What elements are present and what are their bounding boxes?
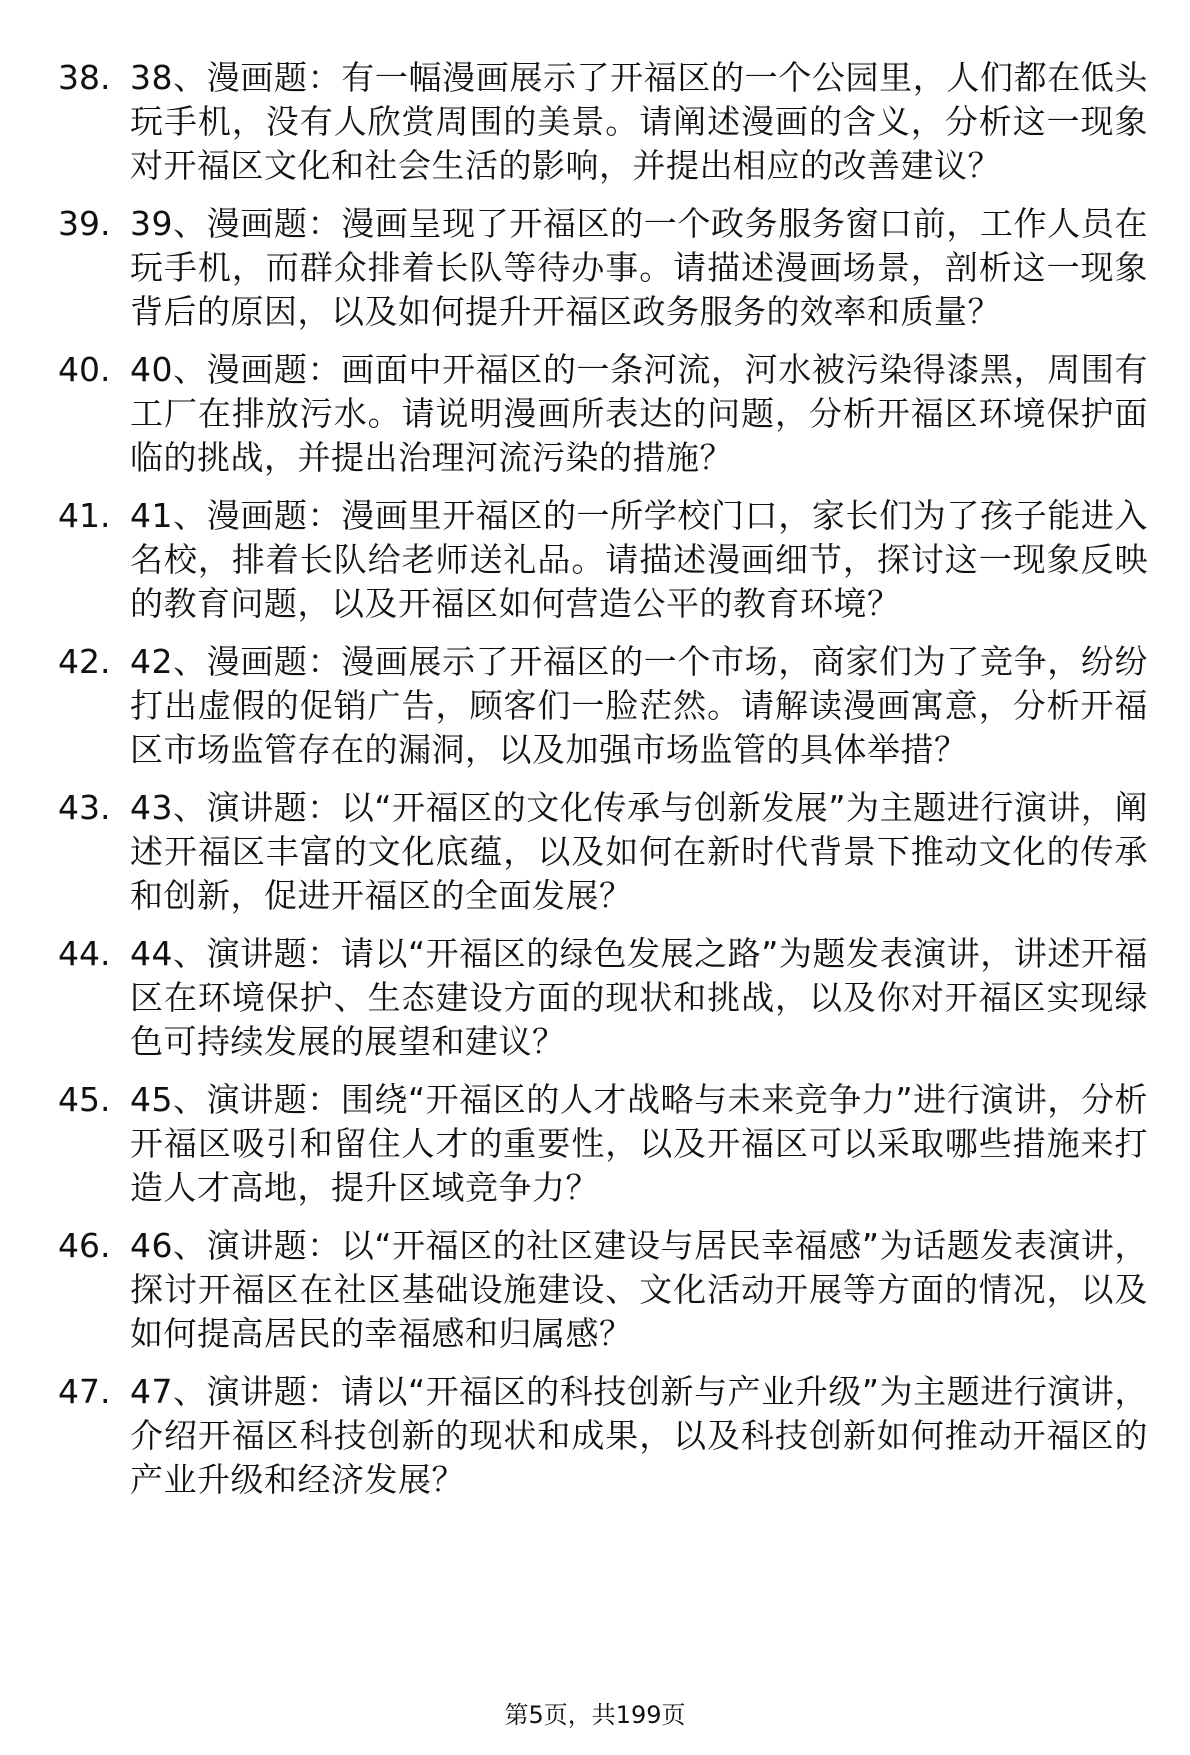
question-item — [58, 56, 1148, 188]
page-footer — [0, 1700, 1190, 1730]
question-text: 38、漫画题：有一幅漫画展示了开福区的一个公园里，人们都在低头玩手机，没有人欣赏周围的美景。请阐述漫画的含义，分析这一现象对开福区文化和社会生活的影响，并提出相应的改善建议？ — [130, 58, 1148, 185]
question-list — [58, 56, 1148, 1516]
question-number: 44. — [58, 934, 111, 973]
question-number: 40. — [58, 350, 111, 389]
question-text: 44、演讲题：请以“开福区的绿色发展之路”为题发表演讲，讲述开福区在环境保护、生态建设方面的现状和挑战，以及你对开福区实现绿色可持续发展的展望和建议？ — [130, 934, 1148, 1061]
question-item — [58, 202, 1148, 334]
question-item — [58, 1224, 1148, 1356]
question-number: 41. — [58, 496, 111, 535]
question-text: 43、演讲题：以“开福区的文化传承与创新发展”为主题进行演讲，阐述开福区丰富的文化底蕴，以及如何在新时代背景下推动文化的传承和创新，促进开福区的全面发展？ — [130, 788, 1148, 915]
question-item — [58, 1078, 1148, 1210]
page-number-label: 第5页，共199页 — [504, 1701, 686, 1729]
question-number: 38. — [58, 58, 111, 97]
question-text: 42、漫画题：漫画展示了开福区的一个市场，商家们为了竞争，纷纷打出虚假的促销广告，顾客们一脸茫然。请解读漫画寓意，分析开福区市场监管存在的漏洞，以及加强市场监管的具体举措？ — [130, 642, 1148, 769]
question-text: 46、演讲题：以“开福区的社区建设与居民幸福感”为话题发表演讲，探讨开福区在社区基础设施建设、文化活动开展等方面的情况，以及如何提高居民的幸福感和归属感？ — [130, 1226, 1148, 1353]
question-text: 41、漫画题：漫画里开福区的一所学校门口，家长们为了孩子能进入名校，排着长队给老师送礼品。请描述漫画细节，探讨这一现象反映的教育问题，以及开福区如何营造公平的教育环境？ — [130, 496, 1148, 623]
question-number: 45. — [58, 1080, 111, 1119]
question-text: 40、漫画题：画面中开福区的一条河流，河水被污染得漆黑，周围有工厂在排放污水。请说明漫画所表达的问题，分析开福区环境保护面临的挑战，并提出治理河流污染的措施？ — [130, 350, 1148, 477]
question-item — [58, 932, 1148, 1064]
question-number: 39. — [58, 204, 111, 243]
question-number: 46. — [58, 1226, 111, 1265]
question-number: 47. — [58, 1372, 111, 1411]
question-text: 39、漫画题：漫画呈现了开福区的一个政务服务窗口前，工作人员在玩手机，而群众排着长队等待办事。请描述漫画场景，剖析这一现象背后的原因，以及如何提升开福区政务服务的效率和质量？ — [130, 204, 1148, 331]
question-item — [58, 494, 1148, 626]
question-number: 43. — [58, 788, 111, 827]
question-item — [58, 348, 1148, 480]
question-item — [58, 640, 1148, 772]
question-text: 45、演讲题：围绕“开福区的人才战略与未来竞争力”进行演讲，分析开福区吸引和留住人才的重要性，以及开福区可以采取哪些措施来打造人才高地，提升区域竞争力？ — [130, 1080, 1148, 1207]
question-number: 42. — [58, 642, 111, 681]
question-text: 47、演讲题：请以“开福区的科技创新与产业升级”为主题进行演讲，介绍开福区科技创新的现状和成果，以及科技创新如何推动开福区的产业升级和经济发展？ — [130, 1372, 1148, 1499]
question-item — [58, 1370, 1148, 1502]
question-item — [58, 786, 1148, 918]
